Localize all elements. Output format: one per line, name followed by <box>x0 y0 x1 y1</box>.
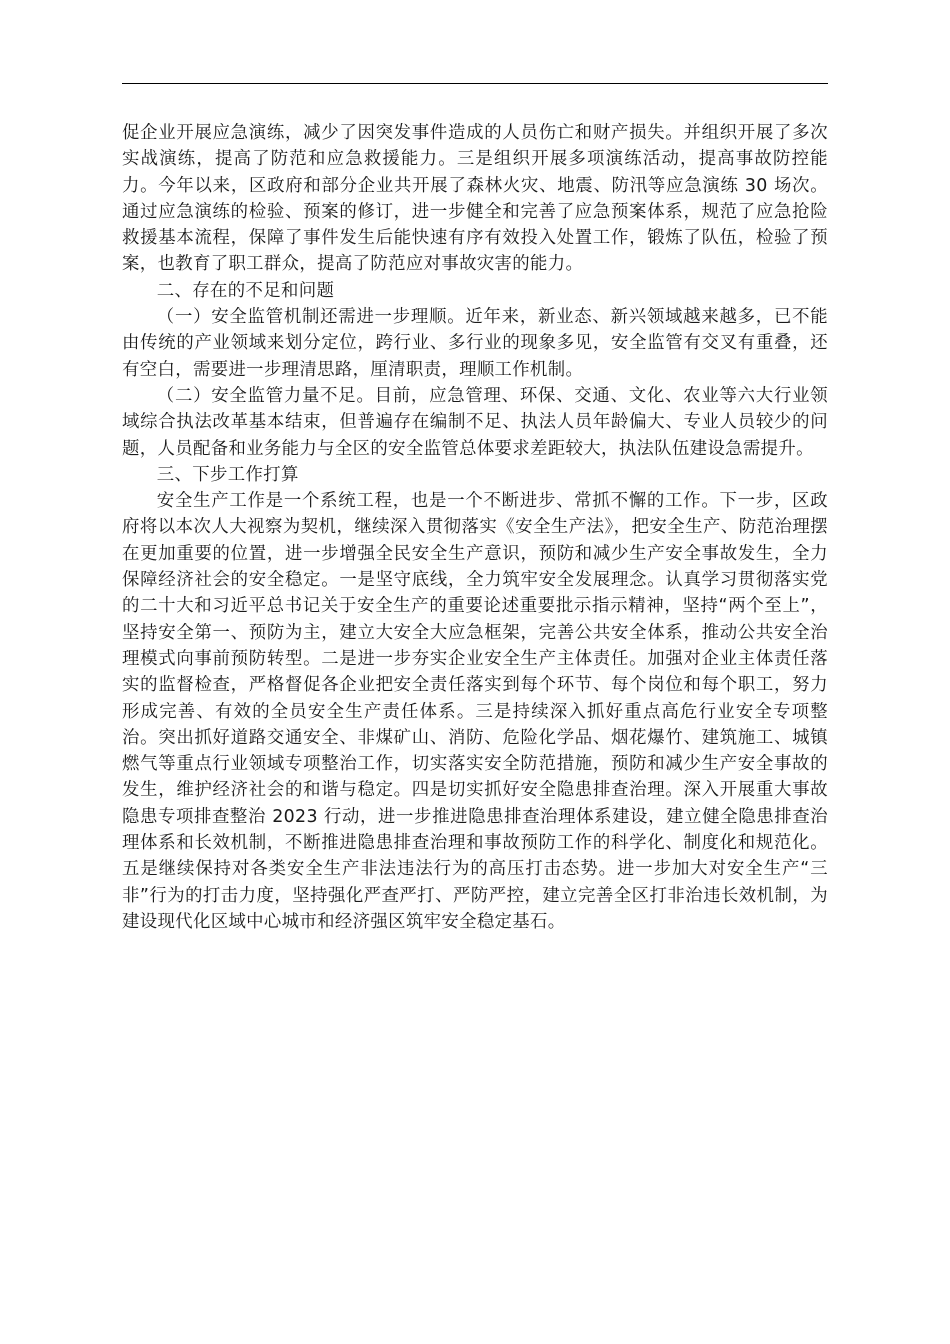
section-heading-next-steps: 三、下步工作打算 <box>156 464 299 485</box>
paragraph-next-steps: 安全生产工作是一个系统工程，也是一个不断进步、常抓不懈的工作。下一步，区政府将以本次人大视察为契机，继续深入贯彻落实《安全生产法》，把安全生产、防范治理摆在更加重要的位置，进一步增强全民安全生产意识，预防和减少生产安全事故发生，全力保障经济社会的安全稳定。一是坚守底线，全力筑牢安全发展理念。认真学习贯彻落实党的二十大和习近平总书记关于安全生产的重要论述重要批示指示精神，坚持“两个至上”，坚持安全第一、预防为主，建立大安全大应急框架，完善公共安全体系，推动公共安全治理模式向事前预防转型。二是进一步夯实企业安全生产主体责任。加强对企业主体责任落实的监督检查，严格督促各企业把安全责任落实到每个环节、每个岗位和每个职工，努力形成完善、有效的全员安全生产责任体系。三是持续深入抓好重点高危行业安全专项整治。突出抓好道路交通安全、非煤矿山、消防、危险化学品、烟花爆竹、建筑施工、城镇燃气等重点行业领域专项整治工作，切实落实安全防范措施，预防和减少生产安全事故的发生，维护经济社会的和谐与稳定。四是切实抓好安全隐患排查治理。深入开展重大事故隐患专项排查整治 2023 行动，进一步推进隐患排查治理体系建设，建立健全隐患排查治理体系和长效机制，不断推进隐患排查治理和事故预防工作的科学化、制度化和规范化。五是继续保持对各类安全生产非法违法行为的高压打击态势。进一步加大对安全生产“三非”行为的打击力度，坚持强化严查严打、严防严控，建立完善全区打非治违长效机制，为建设现代化区域中心城市和经济强区筑牢安全稳定基石。 <box>122 491 828 932</box>
section-heading-shortcomings: 二、存在的不足和问题 <box>156 280 335 301</box>
paragraph-supervision-mechanism: （一）安全监管机制还需进一步理顺。近年来，新业态、新兴领域越来越多，已不能由传统的产业领域来划分定位，跨行业、多行业的现象多见，安全监管有交叉有重叠，还有空白，需要进一步理清思路，厘清职责，理顺工作机制。 <box>122 307 828 380</box>
continuation-paragraph: 促企业开展应急演练，减少了因突发事件造成的人员伤亡和财产损失。并组织开展了多次实战演练，提高了防范和应急救援能力。三是组织开展多项演练活动，提高事故防控能力。今年以来，区政府和部分企业共开展了森林火灾、地震、防汛等应急演练 30 场次。通过应急演练的检验、预案的修订，进一步健全和完善了应急预案体系，规范了应急抢险救援基本流程，保障了事件发生后能快速有序有效投入处置工作，锻炼了队伍，检验了预案，也教育了职工群众，提高了防范应对事故灾害的能力。 <box>122 123 828 275</box>
document-body <box>122 120 828 935</box>
paragraph-supervision-capacity: （二）安全监管力量不足。目前，应急管理、环保、交通、文化、农业等六大行业领域综合执法改革基本结束，但普遍存在编制不足、执法人员年龄偏大、专业人员较少的问题，人员配备和业务能力与全区的安全监管总体要求差距较大，执法队伍建设急需提升。 <box>122 385 828 459</box>
header-divider <box>122 83 828 84</box>
